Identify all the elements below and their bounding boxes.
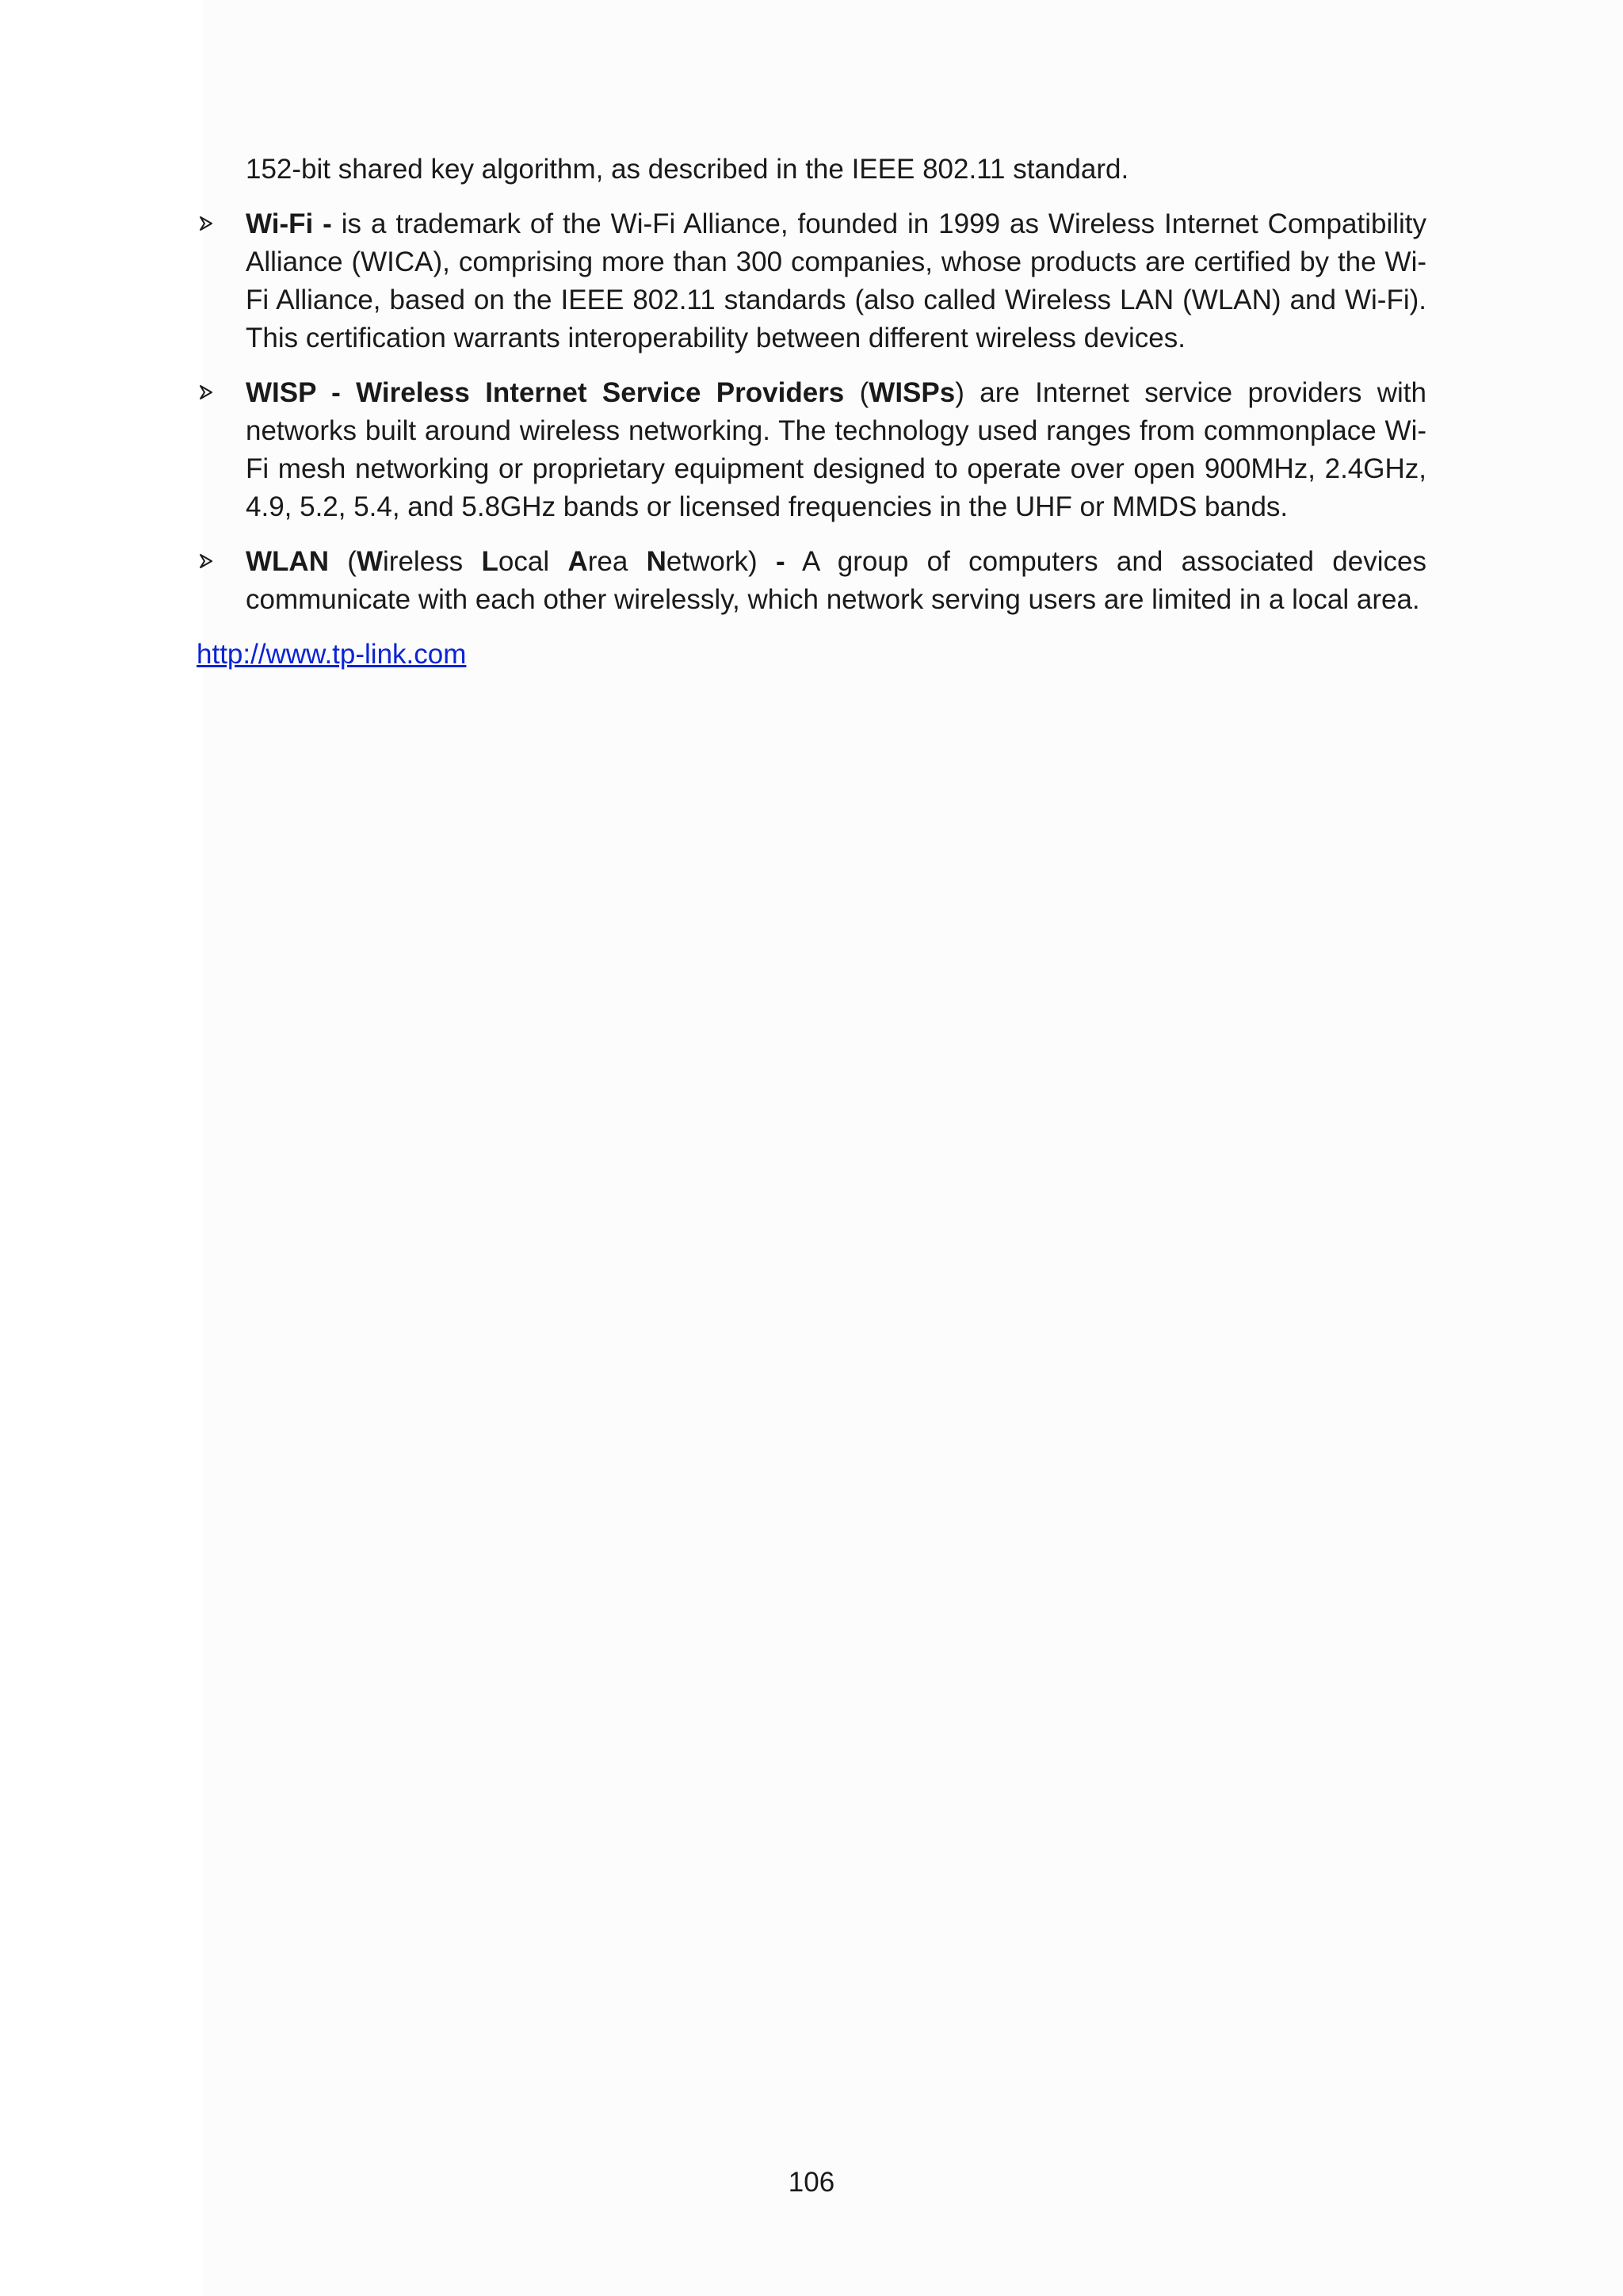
open-paren: ( <box>844 377 869 408</box>
definition-wlan: A group of computers and associated devices communicate with each other wirelessly, which network serving users are limited in a local area. <box>246 546 1426 615</box>
list-item-wisp <box>197 374 1426 526</box>
arrowhead-bullet-icon <box>200 205 220 243</box>
term-wlan: WLAN <box>246 546 329 577</box>
word-rest-network: etwork) <box>666 546 776 577</box>
tp-link-website-link[interactable]: http://www.tp-link.com <box>197 639 467 670</box>
document-body <box>197 151 1426 674</box>
word-rest-local: ocal <box>498 546 568 577</box>
definition-wifi: is a trademark of the Wi-Fi Alliance, founded in 1999 as Wireless Internet Compatibility Alliance (WICA), comprising more than 300 companies, whose products are certified by the Wi-Fi Alliance, based on the IEEE 802.11 standards (also called Wireless LAN (WLAN) and Wi-Fi). This certification warrants interoperability between different wireless devices. <box>246 208 1427 353</box>
letter-l: L <box>481 546 498 577</box>
word-rest-wireless: ireless <box>383 546 482 577</box>
definition-wisp: ) are Internet service providers with networks built around wireless networking. The technology used ranges from commonplace Wi-Fi mesh networking or proprietary equipment designed to operate over open 900MHz, 2.4GHz, 4.9, 5.2, 5.4, and 5.8GHz bands or licensed frequencies in the UHF or MMDS bands. <box>246 377 1426 522</box>
acronym-wisps: WISPs <box>869 377 956 408</box>
arrowhead-bullet-icon <box>200 374 220 412</box>
list-item-wlan <box>197 543 1426 619</box>
word-rest-area: rea <box>587 546 647 577</box>
arrowhead-bullet-icon <box>200 543 220 581</box>
letter-n: N <box>646 546 666 577</box>
list-item-wifi <box>197 205 1426 357</box>
page-number: 106 <box>788 2167 835 2198</box>
term-wisp: WISP - Wireless Internet Service Providers <box>246 377 845 408</box>
open-paren: ( <box>328 546 357 577</box>
term-dash: - <box>776 546 785 577</box>
term-wifi: Wi-Fi - <box>246 208 332 239</box>
continuation-line: 152-bit shared key algorithm, as described in the IEEE 802.11 standard. <box>246 154 1129 185</box>
letter-w: W <box>356 546 384 577</box>
letter-a: A <box>567 546 588 577</box>
